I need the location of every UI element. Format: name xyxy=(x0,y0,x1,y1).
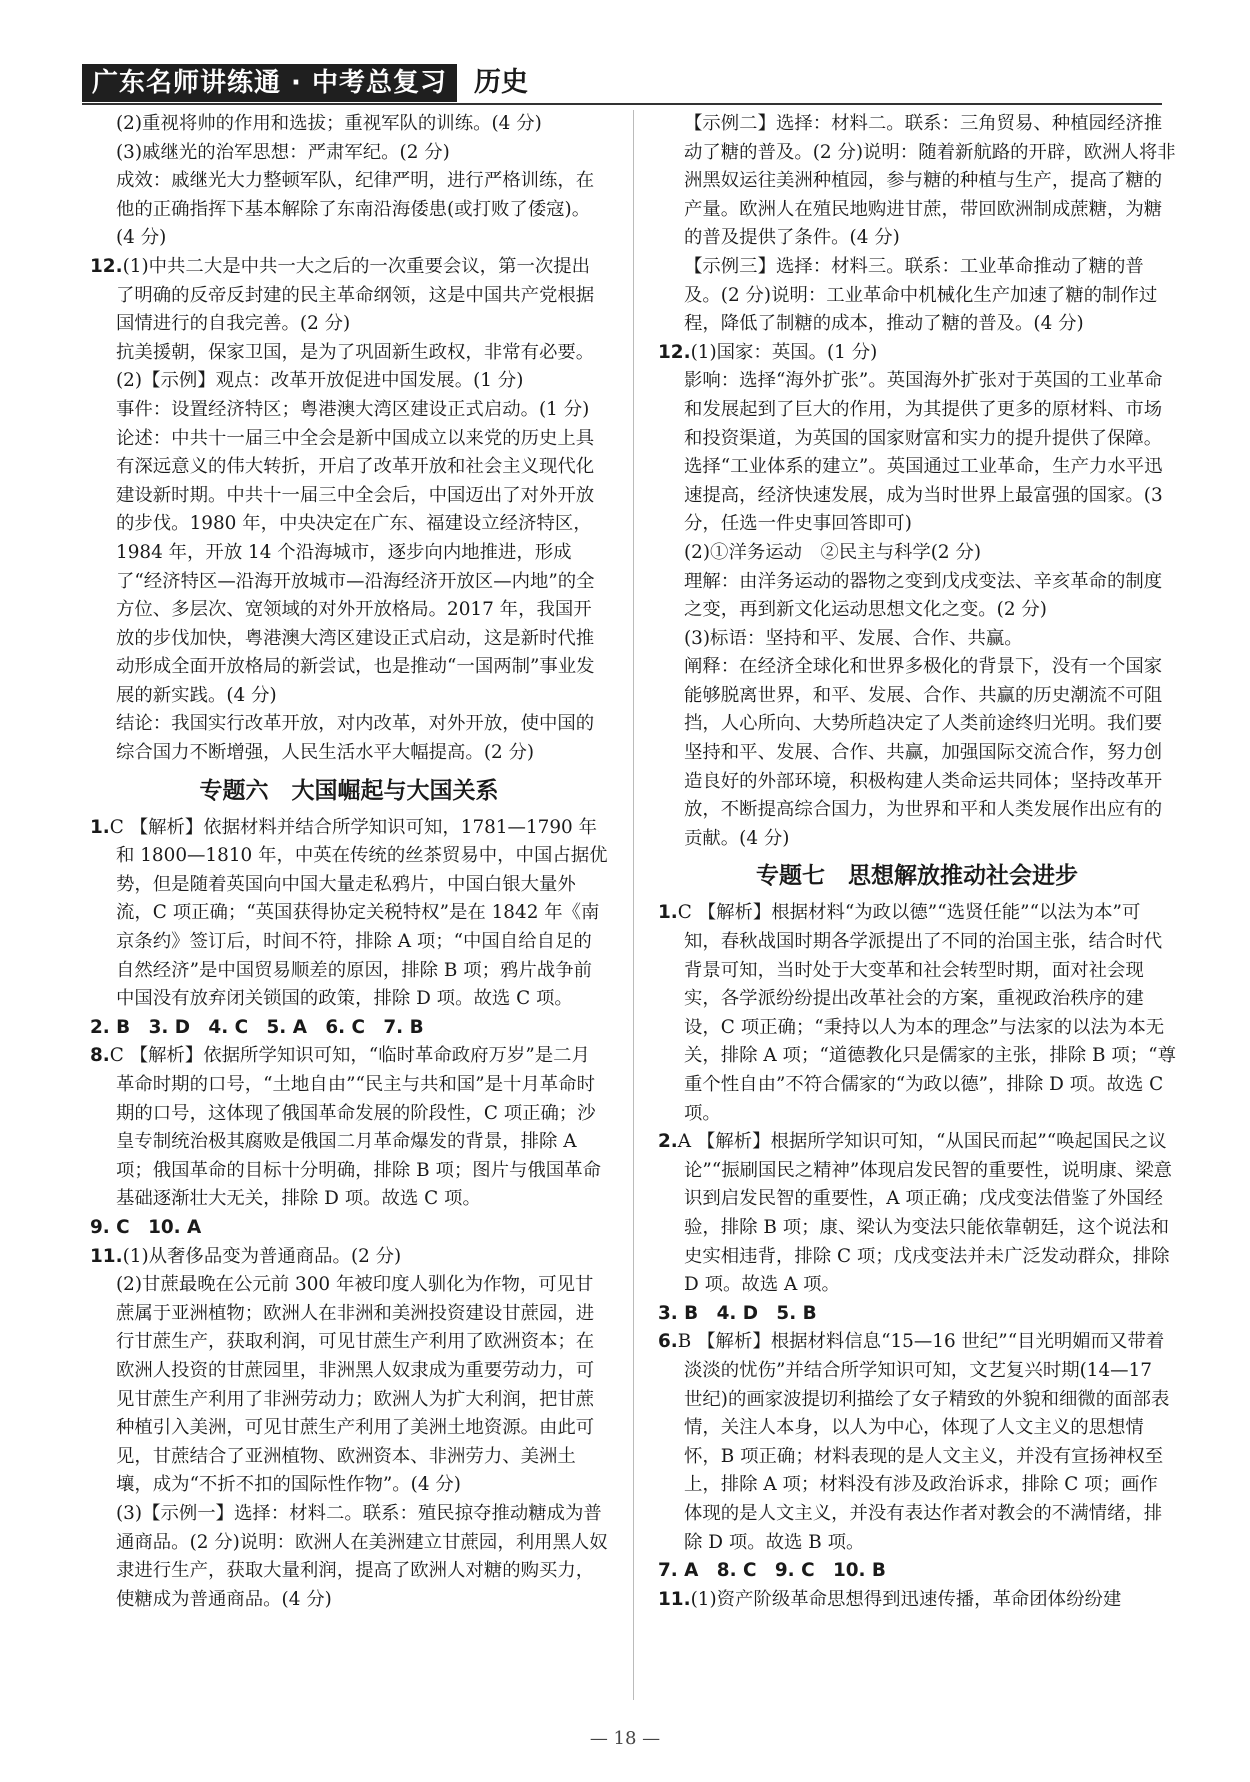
answer-text: 【示例二】选择：材料二。联系：三角贸易、种植园经济推动了糖的普及。(2 分)说明：随着新航路的开辟，欧洲人将非洲黑奴运往美洲种植园，参与糖的种植与生产，提高了糖的产量。欧洲人在殖民地购进甘蔗，带回欧洲制成蔗糖，为糖的普及提供了条件。(4 分) xyxy=(684,113,1176,249)
question-1 xyxy=(658,899,1176,1128)
answer-text: (1)资产阶级革命思想得到迅速传播，革命团体纷纷建 xyxy=(690,1588,1122,1610)
question-8 xyxy=(90,1042,608,1214)
answer-text: (1)中共二大是中共一大之后的一次重要会议，第一次提出了明确的反帝反封建的民主革命纲领，这是中国共产党根据国情进行的自我完善。(2 分) xyxy=(116,255,595,335)
question-6 xyxy=(658,1328,1176,1557)
answer-text: 事件：设置经济特区；粤港澳大湾区建设正式启动。(1 分) xyxy=(116,398,590,420)
question-number: 11. xyxy=(90,1245,123,1267)
answer-text: C 【解析】依据所学知识可知，“临时革命政府万岁”是二月革命时期的口号，“土地自由”“民主与共和国”是十月革命时期的口号，这体现了俄国革命发展的阶段性，C 项正确；沙皇专制统治极其腐败是俄国二月革命爆发的背景，排除 A 项；俄国革命的目标十分明确，排除 B 项；图片与俄国革命基础逐渐壮大无关，排除 D 项。故选 C 项。 xyxy=(109,1045,601,1210)
question-12 xyxy=(90,253,608,339)
answer-text: 理解：由洋务运动的器物之变到戊戌变法、辛亥革命的制度之变，再到新文化运动思想文化之变。(2 分) xyxy=(684,570,1163,621)
question-number: 11. xyxy=(658,1588,691,1610)
question-number: 6. xyxy=(658,1331,678,1353)
answer-text: 【示例三】选择：材料三。联系：工业革命推动了糖的普及。(2 分)说明：工业革命中机械化生产加速了糖的制作过程，降低了制糖的成本，推动了糖的普及。(4 分) xyxy=(684,255,1158,335)
section-title: 专题七 思想解放推动社会进步 xyxy=(756,863,1078,890)
answer-text: B 【解析】根据材料信息“15—16 世纪”“目光明媚而又带着淡淡的忧伤”并结合所学知识可知，文艺复兴时期(14—17 世纪)的画家波提切利描绘了女子精致的外貌和细微的面部表情，关注人本身，以人为中心，体现了人文主义的思想情怀，B 项正确；材料表现的是人文主义，并没有宣扬神权至上，排除 A 项；材料没有涉及政治诉求，排除 C 项；画作体现的是人文主义，并没有表达作者对教会的不满情绪，排除 D 项。故选 B 项。 xyxy=(677,1331,1170,1553)
answer-text: 选择“工业体系的建立”。英国通过工业革命，生产力水平迅速提高，经济快速发展，成为当时世界上最富强的国家。(3 分，任选一件史事回答即可) xyxy=(684,456,1163,535)
answer-text: (2)甘蔗最晚在公元前 300 年被印度人驯化为作物，可见甘蔗属于亚洲植物；欧洲人在非洲和美洲投资建设甘蔗园，进行甘蔗生产，获取利润，可见甘蔗生产利用了欧洲资本；在欧洲人投资的甘蔗园里，非洲黑人奴隶成为重要劳动力，可见甘蔗生产利用了非洲劳动力；欧洲人为扩大利润，把甘蔗种植引入美洲，可见甘蔗生产利用了美洲土地资源。由此可见，甘蔗结合了亚洲植物、欧洲资本、非洲劳力、美洲土壤，成为“不折不扣的国际性作物”。(4 分) xyxy=(116,1274,595,1496)
answer-text: (1)从奢侈品变为普通商品。(2 分) xyxy=(122,1245,402,1267)
right-column xyxy=(658,110,1176,1614)
answer-text: (2)重视将帅的作用和选拔；重视军队的训练。(4 分) xyxy=(116,113,542,134)
question-12 xyxy=(658,339,1176,368)
answer-text: 成效：戚继光大力整顿军队，纪律严明，进行严格训练，在他的正确指挥下基本解除了东南沿海倭患(或打败了倭寇)。(4 分) xyxy=(116,170,595,249)
short-answers: 7. A 8. C 9. C 10. B xyxy=(658,1560,886,1582)
short-answers: 2. B 3. D 4. C 5. A 6. C 7. B xyxy=(90,1016,424,1038)
answer-text: 结论：我国实行改革开放，对内改革，对外开放，使中国的综合国力不断增强，人民生活水平大幅提高。(2 分) xyxy=(116,713,595,764)
page-number: — 18 — xyxy=(589,1728,661,1749)
answer-text: (3)【示例一】选择：材料二。联系：殖民掠夺推动糖成为普通商品。(2 分)说明：欧洲人在美洲建立甘蔗园，利用黑人奴隶进行生产，获取大量利润，提高了欧洲人对糖的购买力，使糖成为普通商品。(4 分) xyxy=(116,1502,608,1610)
answer-text: 抗美援朝，保家卫国，是为了巩固新生政权，非常有必要。 xyxy=(116,341,595,363)
answer-text: 影响：选择“海外扩张”。英国海外扩张对于英国的工业革命和发展起到了巨大的作用，为其提供了更多的原材料、市场和投资渠道，为英国的国家财富和实力的提升提供了保障。 xyxy=(684,370,1163,449)
question-11 xyxy=(658,1586,1176,1615)
answer-text: C 【解析】根据材料“为政以德”“选贤任能”“以法为本”可知，春秋战国时期各学派提出了不同的治国主张，结合时代背景可知，当时处于大变革和社会转型时期，面对社会现实，各学派纷纷提出改革社会的方案，重视政治秩序的建设，C 项正确；“秉持以人为本的理念”与法家的以法为本无关，排除 A 项；“道德教化只是儒家的主张，排除 B 项；“尊重个性自由”不符合儒家的“为政以德”，排除 D 项。故选 C 项。 xyxy=(677,902,1176,1124)
answer-text: 阐释：在经济全球化和世界多极化的背景下，没有一个国家能够脱离世界，和平、发展、合作、共赢的历史潮流不可阻挡，人心所向、大势所趋决定了人类前途终归光明。我们要坚持和平、发展、合作、共赢，加强国际交流合作，努力创造良好的外部环境，积极构建人类命运共同体；坚持改革开放，不断提高综合国力，为世界和平和人类发展作出应有的贡献。(4 分) xyxy=(684,656,1163,849)
question-number: 12. xyxy=(658,341,691,363)
question-11 xyxy=(90,1243,608,1272)
book-title: 广东名师讲练通 · 中考总复习 xyxy=(82,64,457,102)
question-number: 12. xyxy=(90,255,123,277)
question-number: 2. xyxy=(658,1131,678,1153)
subject-label: 历史 xyxy=(474,67,528,98)
column-divider xyxy=(633,110,634,1700)
short-answers: 9. C 10. A xyxy=(90,1216,202,1238)
answer-text: (2)【示例】观点：改革开放促进中国发展。(1 分) xyxy=(116,370,524,392)
question-2 xyxy=(658,1128,1176,1300)
answer-text: C 【解析】依据材料并结合所学知识可知，1781—1790 年和 1800—1810 年，中英在传统的丝茶贸易中，中国占据优势，但是随着英国向中国大量走私鸦片，中国白银大量外流，C 项正确；“英国获得协定关税特权”是在 1842 年《南京条约》签订后，时间不符，排除 A 项；“中国自给自足的自然经济”是中国贸易顺差的原因，排除 B 项；鸦片战争前中国没有放弃闭关锁国的政策，排除 D 项。故选 C 项。 xyxy=(109,816,608,1010)
answer-text: 论述：中共十一届三中全会是新中国成立以来党的历史上具有深远意义的伟大转折，开启了改革开放和社会主义现代化建设新时期。中共十一届三中全会后，中国迈出了对外开放的步伐。1980 年，中央决定在广东、福建设立经济特区，1984 年，开放 14 个沿海城市，逐步向内地推进，形成了“经济特区—沿海开放城市—沿海经济开放区—内地”的全方位、多层次、宽领域的对外开放格局。2017 年，我国开放的步伐加快，粤港澳大湾区建设正式启动，这是新时代推动形成全面开放格局的新尝试，也是推动“一国两制”事业发展的新实践。(4 分) xyxy=(116,427,595,706)
answer-text: (1)国家：英国。(1 分) xyxy=(690,341,878,363)
left-column xyxy=(90,110,608,1614)
section-title: 专题六 大国崛起与大国关系 xyxy=(199,777,499,804)
short-answers: 3. B 4. D 5. B xyxy=(658,1302,817,1324)
question-1 xyxy=(90,814,608,1014)
header-rule xyxy=(82,103,1162,105)
question-number: 1. xyxy=(90,816,110,838)
answer-text: (2)①洋务运动 ②民主与科学(2 分) xyxy=(684,541,982,563)
question-number: 1. xyxy=(658,902,678,924)
answer-text: A 【解析】根据所学知识可知，“从国民而起”“唤起国民之议论”“振刷国民之精神”体现启发民智的重要性，说明康、梁意识到启发民智的重要性，A 项正确；戊戌变法借鉴了外国经验，排除 B 项；康、梁认为变法只能依靠朝廷，这个说法和史实相违背，排除 C 项；戊戌变法并未广泛发动群众，排除 D 项。故选 A 项。 xyxy=(677,1131,1172,1296)
answer-text: (3)标语：坚持和平、发展、合作、共赢。 xyxy=(684,627,1023,649)
page-header xyxy=(82,64,1162,104)
question-number: 8. xyxy=(90,1045,110,1067)
answer-text: (3)戚继光的治军思想：严肃军纪。(2 分) xyxy=(116,141,450,163)
